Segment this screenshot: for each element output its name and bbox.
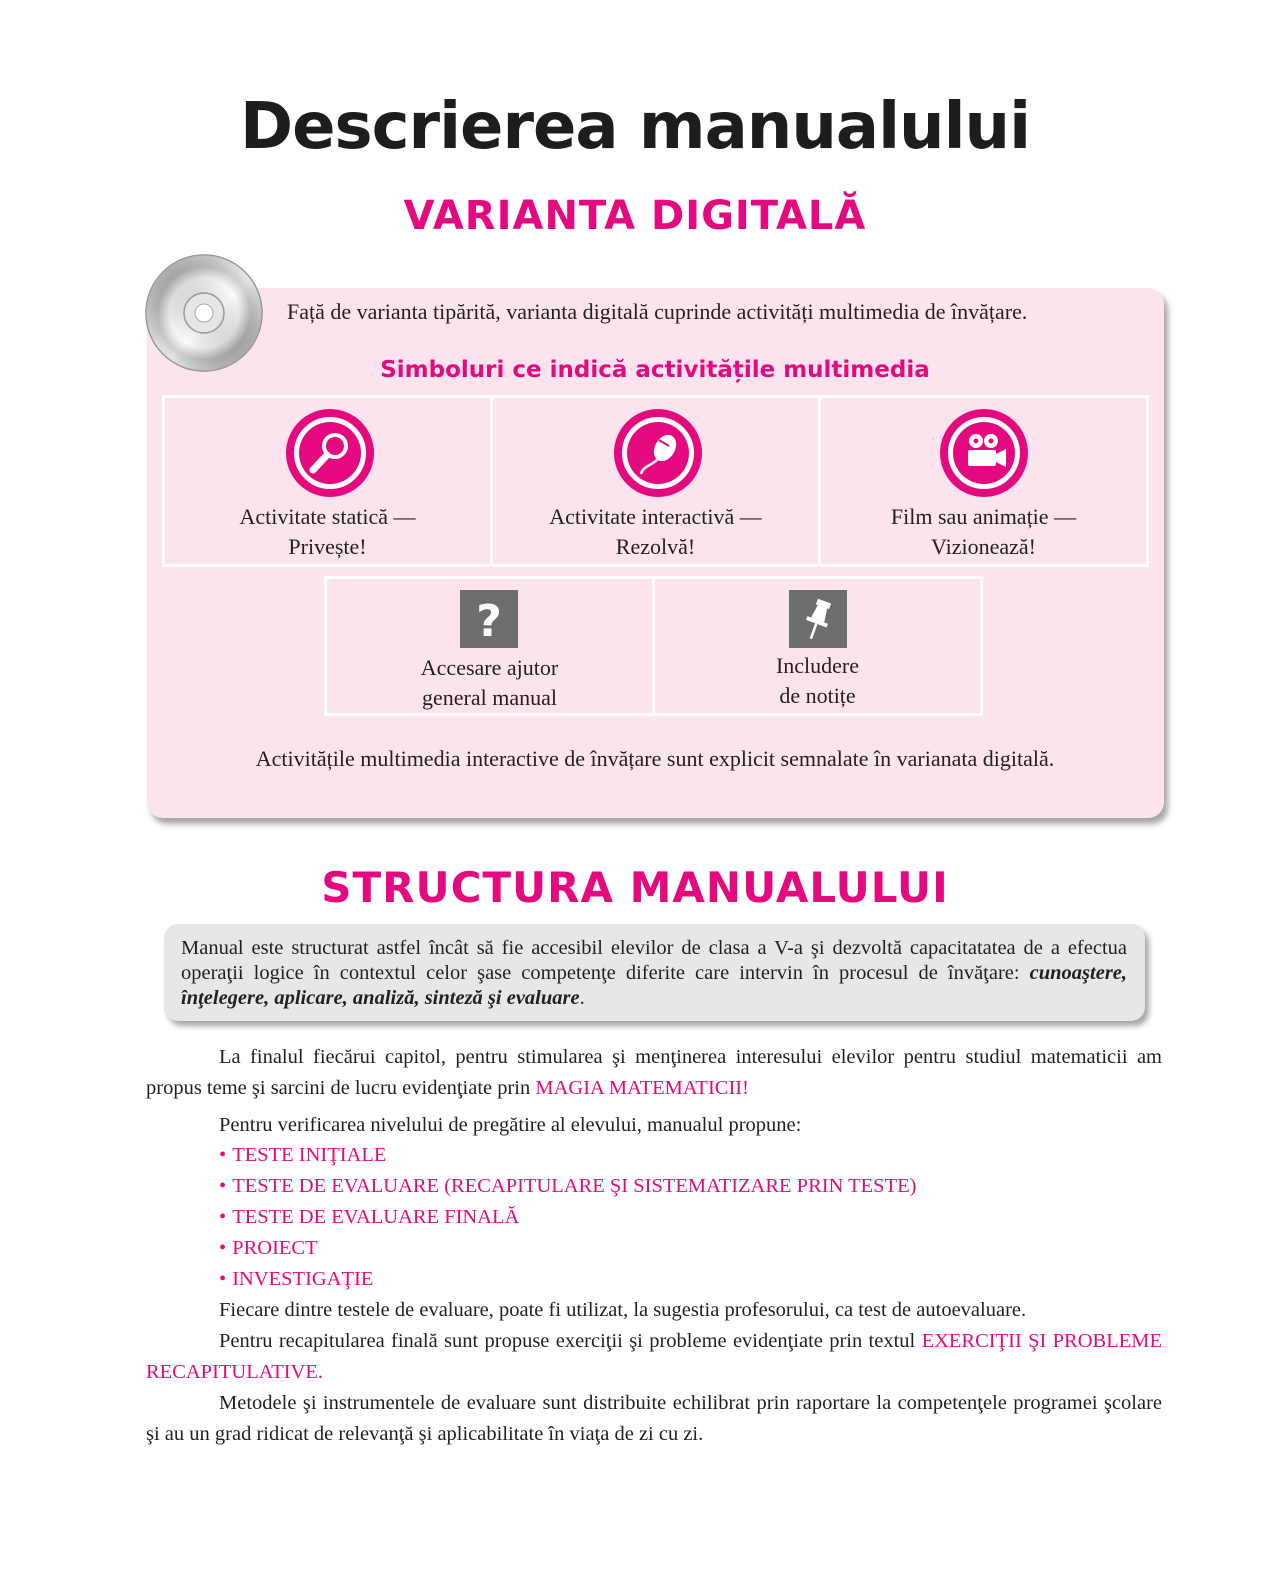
- pushpin-icon: [789, 590, 847, 648]
- structure-heading: STRUCTURA MANUALULUI: [321, 863, 949, 912]
- summary-end: .: [579, 987, 585, 1009]
- symbol-interactive-activity: [490, 395, 821, 567]
- list-item: [219, 1264, 916, 1295]
- symbol-label-line2: Privește!: [288, 534, 367, 559]
- paragraph-text: La finalul fiecărui capitol, pentru stimularea şi menţinerea interesului elevilor pentru studiul matematicii am propus teme şi sarcini de lucru evidenţiate prin: [146, 1046, 1162, 1099]
- summary-main: Manual este structurat astfel încât să fie accesibil elevilor de clasa a V-a şi dezvoltă capacitatatea de a efectua operaţii logice în contextul celor şase competenţe diferite care intervin în procesul de învăţare:: [181, 937, 1127, 984]
- list-item: [219, 1233, 916, 1264]
- list-item: [219, 1171, 916, 1202]
- symbol-label-line1: Activitate interactivă —: [549, 504, 762, 529]
- bullet: •: [219, 1206, 227, 1228]
- symbol-help-access: [324, 576, 655, 716]
- mouse-icon: [613, 408, 703, 498]
- digital-intro-text: Față de varianta tipărită, varianta digitală cuprinde activități multimedia de învățare.: [287, 299, 1028, 324]
- bullet: •: [219, 1144, 227, 1166]
- paragraph-methods: Metodele şi instrumentele de evaluare sunt distribuite echilibrat prin raportare la competenţele programei şcolare şi au un grad ridicat de relevanţă şi aplicabilitate în viaţa de zi cu zi.: [146, 1392, 1162, 1445]
- bullet: •: [219, 1175, 227, 1197]
- list-item: [219, 1202, 916, 1233]
- svg-text:?: ?: [476, 596, 502, 647]
- structure-summary-text: [181, 936, 1127, 1011]
- question-mark-icon: [460, 590, 518, 648]
- paragraph-text: Pentru recapitularea finală sunt propuse exerciţii şi probleme evidenţiate prin textul: [219, 1330, 916, 1352]
- assessment-list: [219, 1140, 916, 1295]
- paragraph-magic: [146, 1042, 1162, 1104]
- symbols-title: Simboluri ce indică activitățile multimedia: [380, 357, 930, 383]
- symbol-film-animation: [818, 395, 1149, 567]
- symbol-label-line2: Rezolvă!: [615, 534, 696, 559]
- bullet: •: [219, 1237, 227, 1259]
- symbol-static-activity: [162, 395, 493, 567]
- paragraph-assessment-intro: Pentru verificarea nivelului de pregătire al elevului, manualul propune:: [219, 1114, 802, 1136]
- page-title: Descrierea manualului: [239, 90, 1031, 164]
- paragraph-final-review: [146, 1326, 1162, 1388]
- list-item-text: TESTE DE EVALUARE FINALĂ: [232, 1206, 520, 1228]
- list-item-text: INVESTIGAŢIE: [232, 1268, 374, 1290]
- symbol-label-line1: Includere: [775, 653, 860, 678]
- list-item-text: TESTE INIŢIALE: [232, 1144, 387, 1166]
- magnifier-icon: [285, 408, 375, 498]
- digital-outro-text: Activitățile multimedia interactive de învățare sunt explicit semnalate în varianata digitală.: [255, 746, 1055, 771]
- paragraph-self-assessment: Fiecare dintre testele de evaluare, poate fi utilizat, la sugestia profesorului, ca test de autoevaluare.: [219, 1299, 1027, 1321]
- symbol-notes: [652, 576, 983, 716]
- symbol-label-line2: Vizionează!: [931, 534, 1036, 559]
- magia-matematicii-label: MAGIA MATEMATICII!: [535, 1077, 749, 1099]
- film-camera-icon: [939, 408, 1029, 498]
- symbol-label-line1: Film sau animație —: [890, 504, 1077, 529]
- list-item-text: TESTE DE EVALUARE (RECAPITULARE ŞI SISTEMATIZARE PRIN TESTE): [232, 1175, 917, 1197]
- list-item-text: PROIECT: [232, 1237, 318, 1259]
- symbol-label-line2: general manual: [422, 685, 557, 710]
- symbol-label-line1: Activitate statică —: [239, 504, 416, 529]
- bullet: •: [219, 1268, 227, 1290]
- symbol-label-line1: Accesare ajutor: [420, 655, 559, 680]
- list-item: [219, 1140, 916, 1171]
- competences-emphasis: cunoaştere, înţelegere, aplicare, analiză, sinteză şi evaluare: [181, 962, 1128, 1009]
- symbol-label-line2: de notițe: [779, 683, 856, 708]
- cd-icon: [143, 252, 265, 374]
- digital-heading: VARIANTA DIGITALĂ: [403, 193, 867, 239]
- exercitii-probleme-label: EXERCIŢII ŞI PROBLEME RECAPITULATIVE.: [146, 1330, 1163, 1383]
